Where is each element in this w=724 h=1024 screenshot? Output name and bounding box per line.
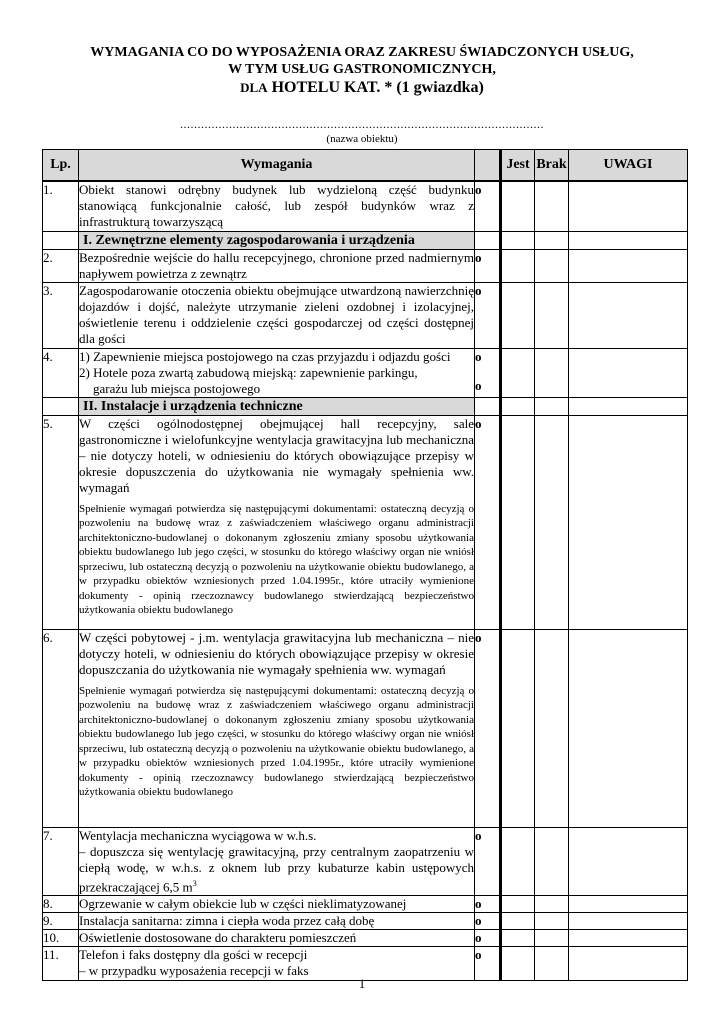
object-name-field[interactable]: ........................................................................................................	[180, 117, 544, 131]
uwagi-cell[interactable]	[569, 629, 688, 827]
jest-cell[interactable]	[501, 348, 535, 397]
row-number: 10.	[43, 929, 79, 946]
row-number: 1.	[43, 181, 79, 231]
title-main: HOTELU KAT. * (1 gwiazdka)	[267, 79, 484, 96]
jest-cell[interactable]	[501, 181, 535, 231]
requirement-text: Obiekt stanowi odrębny budynek lub wydzieloną część budynku stanowiącą funkcjonalnie całość, lub zespół budynków wraz z infrastrukturą towarzyszącą	[79, 182, 474, 229]
uwagi-cell[interactable]	[569, 282, 688, 348]
brak-cell[interactable]	[535, 181, 569, 231]
requirement-text: Instalacja sanitarna: zimna i ciepła woda przez całą dobę	[79, 912, 475, 929]
obligatory-mark: o	[475, 895, 501, 912]
requirement-note: Spełnienie wymagań potwierdza się następującymi dokumentami: ostateczną decyzją o pozwoleniu na budowę wraz z zaświadczeniem właściwego organu administracji architektoniczno-budowlanej o dokonanym zgłoszeniu zmiany sposobu użytkowania obiektu budowlanego lub jego części, w stosunku do którego właściwy organ nie wniósł sprzeciwu, lub ostateczną decyzją o pozwoleniu na użytkowanie obiektu budowlanego, a w przypadku obiektów wzniesionych przed 1.04.1995r., które utraciły wymienione dokumenty - opinią rzeczoznawcy budowlanego stwierdzającą bezpieczeństwo użytkowania obiektu budowlanego	[79, 502, 474, 616]
table-row	[43, 912, 688, 929]
requirement-line: 1) Zapewnienie miejsca postojowego na czas przyjazdu i odjazdu gości	[79, 348, 451, 364]
obligatory-mark: o	[475, 282, 501, 348]
table-row	[43, 929, 688, 946]
requirement-line: garażu lub miejsca postojowego	[93, 380, 261, 396]
requirement-main-text: W części pobytowej - j.m. wentylacja grawitacyjna lub mechaniczna – nie dotyczy hoteli, w odniesieniu do których obowiązujące przepisy w okresie dopuszczania do użytkowania nie wymagały spełnienia ww. wymagań	[79, 629, 474, 677]
obligatory-mark: o	[475, 827, 501, 895]
header-mark	[475, 150, 501, 182]
title-line-1: WYMAGANIA CO DO WYPOSAŻENIA ORAZ ZAKRESU ŚWIADCZONYCH USŁUG,	[90, 45, 634, 60]
obligatory-mark: o	[475, 249, 501, 282]
header-lp: Lp.	[43, 150, 79, 182]
header-jest: Jest	[501, 150, 535, 182]
jest-cell[interactable]	[501, 629, 535, 827]
title-line-3	[0, 78, 724, 98]
uwagi-cell[interactable]	[569, 415, 688, 629]
document-title	[0, 44, 724, 98]
table-row	[43, 415, 688, 629]
header-brak: Brak	[535, 150, 569, 182]
jest-cell[interactable]	[501, 912, 535, 929]
table-header-row	[43, 150, 688, 182]
requirement-line: Wentylacja mechaniczna wyciągowa w w.h.s.	[79, 827, 317, 843]
row-number: 7.	[43, 827, 79, 895]
section-row	[43, 231, 688, 249]
requirement-line: Telefon i faks dostępny dla gości w recepcji	[79, 946, 308, 962]
row-number: 6.	[43, 629, 79, 827]
section-title: II. Instalacje i urządzenia techniczne	[79, 397, 475, 415]
requirement-line-detail	[79, 844, 474, 895]
brak-cell[interactable]	[535, 415, 569, 629]
obligatory-mark: o	[475, 629, 501, 827]
page-number: 1	[358, 976, 366, 991]
table-row	[43, 249, 688, 282]
requirement-line: – w przypadku wyposażenia recepcji w faks	[79, 962, 309, 978]
brak-cell[interactable]	[535, 827, 569, 895]
obligatory-mark-2: o	[475, 377, 482, 393]
jest-cell[interactable]	[501, 827, 535, 895]
requirement-text: Oświetlenie dostosowane do charakteru pomieszczeń	[79, 929, 475, 946]
row-number: 5.	[43, 415, 79, 629]
uwagi-cell[interactable]	[569, 912, 688, 929]
uwagi-cell[interactable]	[569, 929, 688, 946]
brak-cell[interactable]	[535, 912, 569, 929]
row-number: 8.	[43, 895, 79, 912]
brak-cell[interactable]	[535, 629, 569, 827]
requirement-main-text: W części ogólnodostępnej obejmującej hall recepcyjny, sale gastronomiczne i wielofunkcyjne wentylacja grawitacyjna lub mechaniczna – nie dotyczy hoteli, w odniesieniu do których obowiązujące przepisy w okresie dopuszczenia do użytkowania nie wymagały spełnienia ww. wymagań	[79, 415, 474, 495]
requirement-text	[79, 629, 475, 827]
brak-cell[interactable]	[535, 348, 569, 397]
row-number: 9.	[43, 912, 79, 929]
object-name-hint: (nazwa obiektu)	[326, 133, 398, 145]
header-uwagi: UWAGI	[569, 150, 688, 182]
table-row	[43, 282, 688, 348]
obligatory-mark-1: o	[475, 348, 482, 364]
obligatory-mark: o	[475, 912, 501, 929]
brak-cell[interactable]	[535, 249, 569, 282]
requirements-table	[42, 149, 688, 981]
jest-cell[interactable]	[501, 929, 535, 946]
uwagi-cell[interactable]	[569, 895, 688, 912]
superscript-3: 3	[192, 878, 197, 888]
obligatory-mark	[475, 348, 501, 397]
table-row	[43, 629, 688, 827]
header-requirements: Wymagania	[79, 150, 475, 182]
requirement-line: 2) Hotele poza zwartą zabudową miejską: zapewnienie parkingu,	[79, 364, 418, 380]
requirement-text: Zagospodarowanie otoczenia obiektu obejmujące utwardzoną nawierzchnię dojazdów i dojść, należyte utrzymanie zieleni ozdobnej i izolacyjnej, oświetlenie terenu i oddzielenie części gospodarczej od części dostępnej dla gości	[79, 282, 475, 348]
row-number: 11.	[43, 946, 79, 980]
table-row	[43, 181, 688, 231]
row-number: 4.	[43, 348, 79, 397]
row-number: 3.	[43, 282, 79, 348]
uwagi-cell[interactable]	[569, 249, 688, 282]
table-row	[43, 827, 688, 895]
requirement-note: Spełnienie wymagań potwierdza się następującymi dokumentami: ostateczną decyzją o pozwoleniu na budowę wraz z zaświadczeniem właściwego organu administracji architektoniczno-budowlanej o dokonanym zgłoszeniu zmiany sposobu użytkowania obiektu budowlanego lub jego części, w stosunku do którego właściwy organ nie wniósł sprzeciwu, lub ostateczną decyzją o pozwoleniu na użytkowanie obiektu budowlanego, a w przypadku obiektów wzniesionych przed 1.04.1995r., które utraciły wymienione dokumenty - opinią rzeczoznawcy budowlanego stwierdzającą bezpieczeństwo użytkowania obiektu budowlanego	[79, 684, 474, 798]
title-line-2: W TYM USŁUG GASTRONOMICZNYCH,	[228, 62, 496, 77]
requirement-text	[79, 827, 475, 895]
requirement-line-text: – dopuszcza się wentylację grawitacyjną, przy centralnym zaopatrzeniu w ciepłą wodę, w w.h.s. z oknem lub przy kubaturze kabin ustępowych przekraczającej 6,5 m	[79, 843, 474, 894]
brak-cell[interactable]	[535, 282, 569, 348]
uwagi-cell[interactable]	[569, 181, 688, 231]
requirement-text	[79, 348, 475, 397]
brak-cell[interactable]	[535, 895, 569, 912]
row-number: 2.	[43, 249, 79, 282]
table-row	[43, 895, 688, 912]
obligatory-mark: o	[475, 929, 501, 946]
section-title: I. Zewnętrzne elementy zagospodarowania i urządzenia	[79, 231, 475, 249]
title-prefix: DLA	[240, 80, 268, 95]
obligatory-mark: o	[475, 415, 501, 629]
table-row	[43, 348, 688, 397]
obligatory-mark: o	[475, 181, 501, 231]
jest-cell[interactable]	[501, 895, 535, 912]
requirement-text: Ogrzewanie w całym obiekcie lub w części nieklimatyzowanej	[79, 895, 475, 912]
uwagi-cell[interactable]	[569, 827, 688, 895]
requirement-text: Bezpośrednie wejście do hallu recepcyjnego, chronione przed nadmiernym napływem powietrza z zewnątrz	[79, 249, 474, 281]
jest-cell[interactable]	[501, 415, 535, 629]
brak-cell[interactable]	[535, 929, 569, 946]
obligatory-mark: o	[475, 946, 501, 980]
jest-cell[interactable]	[501, 282, 535, 348]
requirement-text	[79, 415, 475, 629]
section-row	[43, 397, 688, 415]
uwagi-cell[interactable]	[569, 348, 688, 397]
jest-cell[interactable]	[501, 249, 535, 282]
